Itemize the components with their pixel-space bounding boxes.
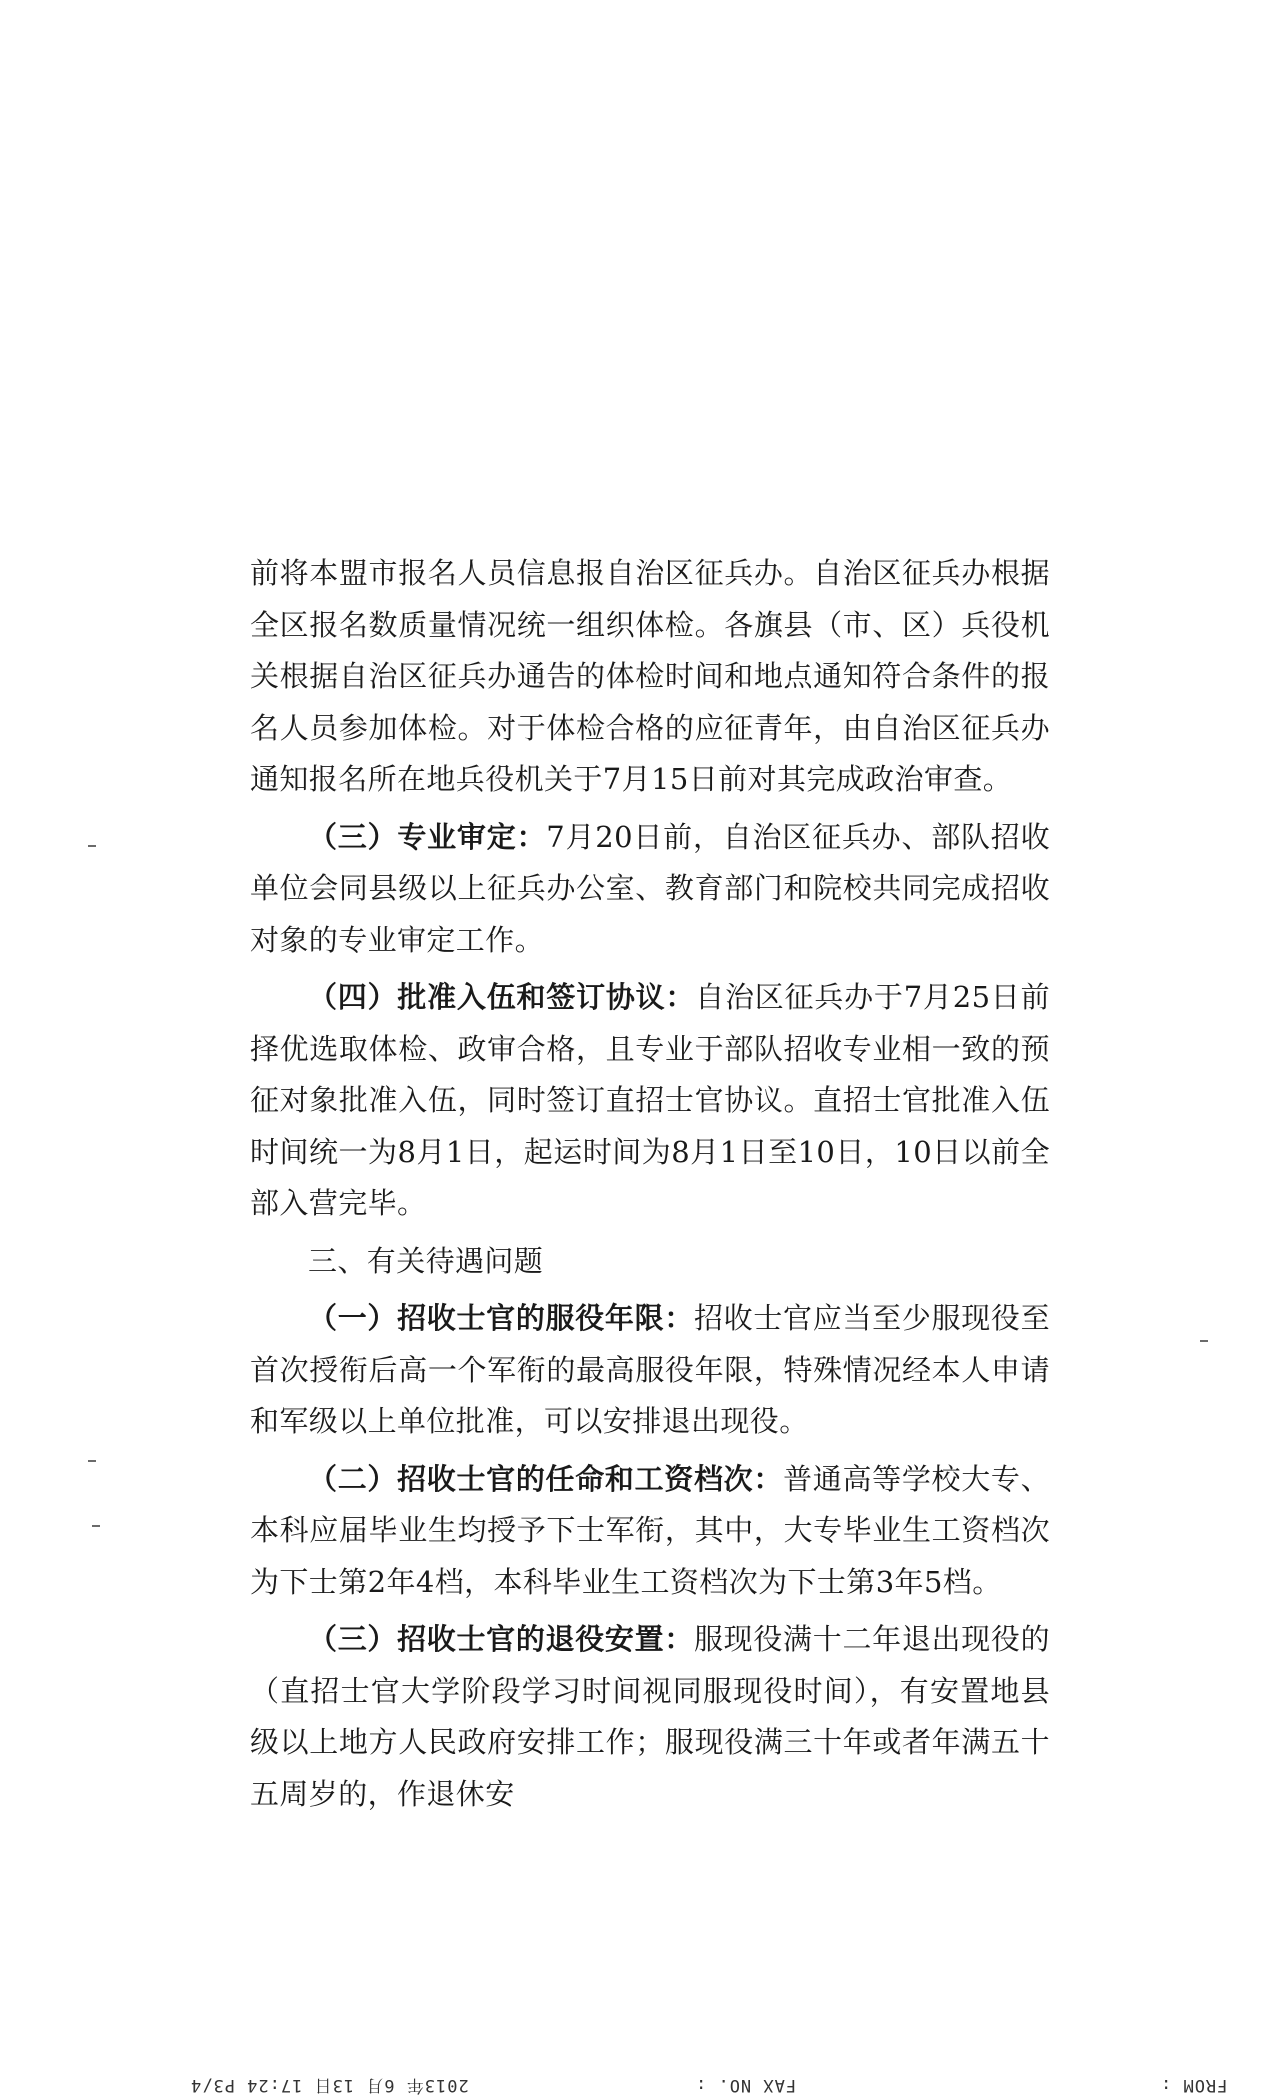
section-heading-benefits <box>250 1236 1050 1288</box>
fax-footer-fax-no: FAX NO. : <box>695 2075 797 2095</box>
paragraph-text: 自治区征兵办于7月25日前择优选取体检、政审合格，且专业于部队招收专业相一致的预征对象批准入伍，同时签订直招士官协议。直招士官批准入伍时间统一为8月1日，起运时间为8月1日至10日，10日以前全部入营完毕。 <box>250 980 1050 1220</box>
paragraph-text: 7月20日前，自治区征兵办、部队招收单位会同县级以上征兵办公室、教育部门和院校共同完成招收对象的专业审定工作。 <box>250 819 1050 957</box>
fax-footer-from: FROM : <box>1160 2075 1228 2095</box>
paragraph-retirement-placement <box>250 1614 1050 1820</box>
scan-mark <box>88 1460 96 1462</box>
paragraph-lead: （三）专业审定： <box>308 819 547 854</box>
scan-mark <box>88 845 96 847</box>
document-body <box>250 548 1050 1820</box>
section-heading-text: 三、有关待遇问题 <box>308 1243 544 1278</box>
paragraph-lead: （一）招收士官的服役年限： <box>308 1301 694 1335</box>
paragraph-lead: （三）招收士官的退役安置： <box>308 1622 694 1656</box>
paragraph-enlistment-approval <box>250 972 1050 1230</box>
scan-mark <box>92 1525 100 1527</box>
paragraph-lead: （四）批准入伍和签订协议： <box>308 980 696 1014</box>
paragraph-text: 普通高等学校大专、本科应届毕业生均授予下士军衔，其中，大专毕业生工资档次为下士第2年4档，本科毕业生工资档次为下士第3年5档。 <box>250 1461 1050 1599</box>
paragraph-rank-and-pay <box>250 1454 1050 1609</box>
scan-mark <box>1200 1340 1208 1342</box>
paragraph-physical-exam <box>250 548 1050 806</box>
paragraph-service-term <box>250 1293 1050 1448</box>
fax-footer-date: 2013年 6月 13日 17:24 P3/4 <box>190 2075 469 2095</box>
paragraph-lead: （二）招收士官的任命和工资档次： <box>308 1461 784 1496</box>
paragraph-text: 服现役满十二年退出现役的（直招士官大学阶段学习时间视同服现役时间），有安置地县级以上地方人民政府安排工作；服现役满三十年或者年满五十五周岁的，作退休安 <box>250 1622 1050 1811</box>
paragraph-professional-review <box>250 812 1050 967</box>
paragraph-text: 前将本盟市报名人员信息报自治区征兵办。自治区征兵办根据全区报名数质量情况统一组织体检。各旗县（市、区）兵役机关根据自治区征兵办通告的体检时间和地点通知符合条件的报名人员参加体检。对于体检合格的应征青年，由自治区征兵办通知报名所在地兵役机关于7月15日前对其完成政治审查。 <box>250 556 1050 796</box>
paragraph-text: 招收士官应当至少服现役至首次授衔后高一个军衔的最高服役年限，特殊情况经本人申请和军级以上单位批准，可以安排退出现役。 <box>250 1301 1050 1438</box>
